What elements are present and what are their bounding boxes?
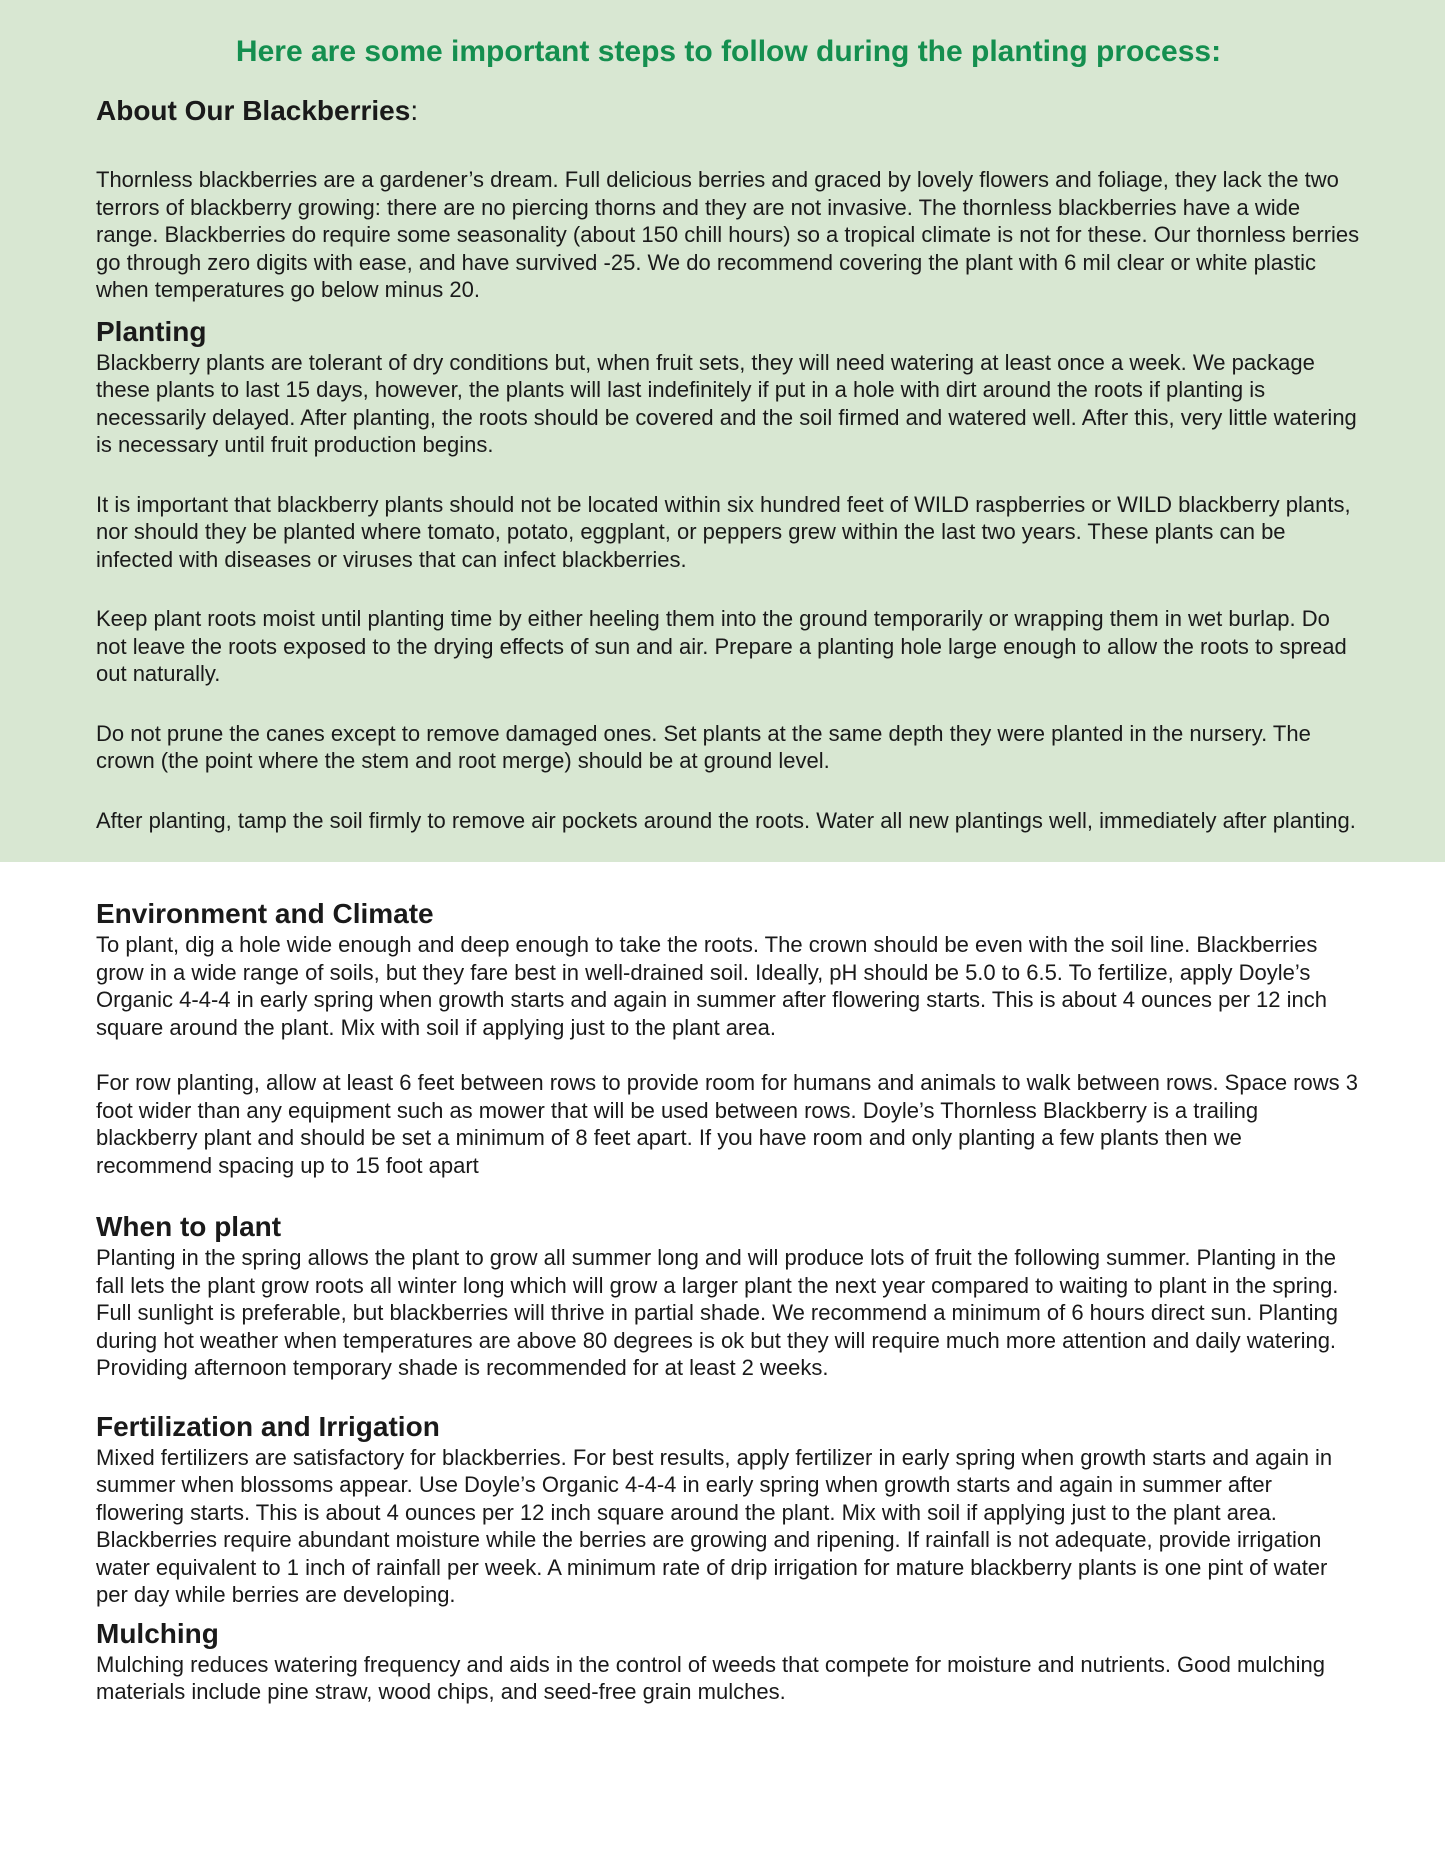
planting-paragraph-location: It is important that blackberry plants should not be located within six hundred feet of WILD raspberries or WILD blackberry plants, nor should they be planted where tomato, potato, eggplant, or peppers grew within the last two years. These plants can be infected with diseases or viruses that can infect blackberries. [96,491,1351,572]
planting-paragraph-watering: Blackberry plants are tolerant of dry conditions but, when fruit sets, they will need watering at least once a week. We package these plants to last 15 days, however, the plants will last indefinitely if put in a hole with dirt around the roots if planting is necessarily delayed. After planting, the roots should be covered and the soil firmed and watered well. After this, very little watering is necessary until fruit production begins. [96,349,1357,457]
intro-planting-section [0,0,1445,862]
when-to-plant-heading: When to plant [96,1211,282,1242]
planting-paragraph-roots-moist: Keep plant roots moist until planting time by either heeling them into the ground temporarily or wrapping them in wet burlap. Do not leave the roots exposed to the drying effects of sun and air. Prepare a planting hole large enough to allow the roots to spread out naturally. [96,606,1347,686]
fertilization-heading: Fertilization and Irrigation [96,1410,440,1442]
care-details-section [0,862,1445,1759]
mulching-heading: Mulching [96,1617,219,1649]
about-heading-colon: : [410,95,419,126]
page-title: Here are some important steps to follow during the planting process: [235,35,1222,68]
planting-paragraph-pruning: Do not prune the canes except to remove damaged ones. Set plants at the same depth they were planted in the nursery. The crown (the point where the stem and root merge) should be at ground level. [96,720,1311,773]
planting-paragraph-tamp-soil: After planting, tamp the soil firmly to remove air pockets around the roots. Water all new plantings well, immediately after planting. [96,807,1356,833]
about-heading-text: About Our Blackberries [96,95,411,126]
mulching-paragraph: Mulching reduces watering frequency and aids in the control of weeds that compete for moisture and nutrients. Good mulching materials include pine straw, wood chips, and seed-free grain mulches. [96,1651,1326,1704]
about-heading [96,96,1361,126]
environment-paragraph-row-spacing: For row planting, allow at least 6 feet between rows to provide room for humans and animals to walk between rows. Space rows 3 foot wider than any equipment such as mower that will be used between rows. Doyle’s Thornless Blackberry is a trailing blackberry plant and should be set a minimum of 8 feet apart. If you have room and only planting a few plants then we recommend spacing up to 15 foot apart [96,1070,1358,1178]
environment-paragraph-soil: To plant, dig a hole wide enough and deep enough to take the roots. The crown should be even with the soil line. Blackberries grow in a wide range of soils, but they fare best in well-drained soil. Ideally, pH should be 5.0 to 6.5. To fertilize, apply Doyle’s Organic 4-4-4 in early spring when growth starts and again in summer after flowering starts. This is about 4 ounces per 12 inch square around the plant. Mix with soil if applying just to the plant area. [96,932,1327,1040]
when-to-plant-paragraph: Planting in the spring allows the plant to grow all summer long and will produce lots of fruit the following summer. Planting in the fall lets the plant grow roots all winter long which will grow a larger plant the next year compared to waiting to plant in the spring. Full sunlight is preferable, but blackberries will thrive in partial shade. We recommend a minimum of 6 hours direct sun. Planting during hot weather when temperatures are above 80 degrees is ok but they will require much more attention and daily watering. Providing afternoon temporary shade is recommended for at least 2 weeks. [96,1245,1339,1380]
about-paragraph: Thornless blackberries are a gardener’s dream. Full delicious berries and graced by lovely flowers and foliage, they lack the two terrors of blackberry growing: there are no piercing thorns and they are not invasive. The thornless blackberries have a wide range. Blackberries do require some seasonality (about 150 chill hours) so a tropical climate is not for these. Our thornless berries go through zero digits with ease, and have survived -25. We do recommend covering the plant with 6 mil clear or white plastic when temperatures go below minus 20. [96,167,1360,302]
environment-heading: Environment and Climate [96,898,434,929]
fertilization-paragraph: Mixed fertilizers are satisfactory for blackberries. For best results, apply fertilizer in early spring when growth starts and again in summer when blossoms appear. Use Doyle’s Organic 4-4-4 in early spring when growth starts and again in summer after flowering starts. This is about 4 ounces per 12 inch square around the plant. Mix with soil if applying just to the plant area. Blackberries require abundant moisture while the berries are growing and ripening. If rainfall is not adequate, provide irrigation water equivalent to 1 inch of rainfall per week. A minimum rate of drip irrigation for mature blackberry plants is one pint of water per day while berries are developing. [96,1444,1333,1607]
planting-heading: Planting [96,315,207,347]
